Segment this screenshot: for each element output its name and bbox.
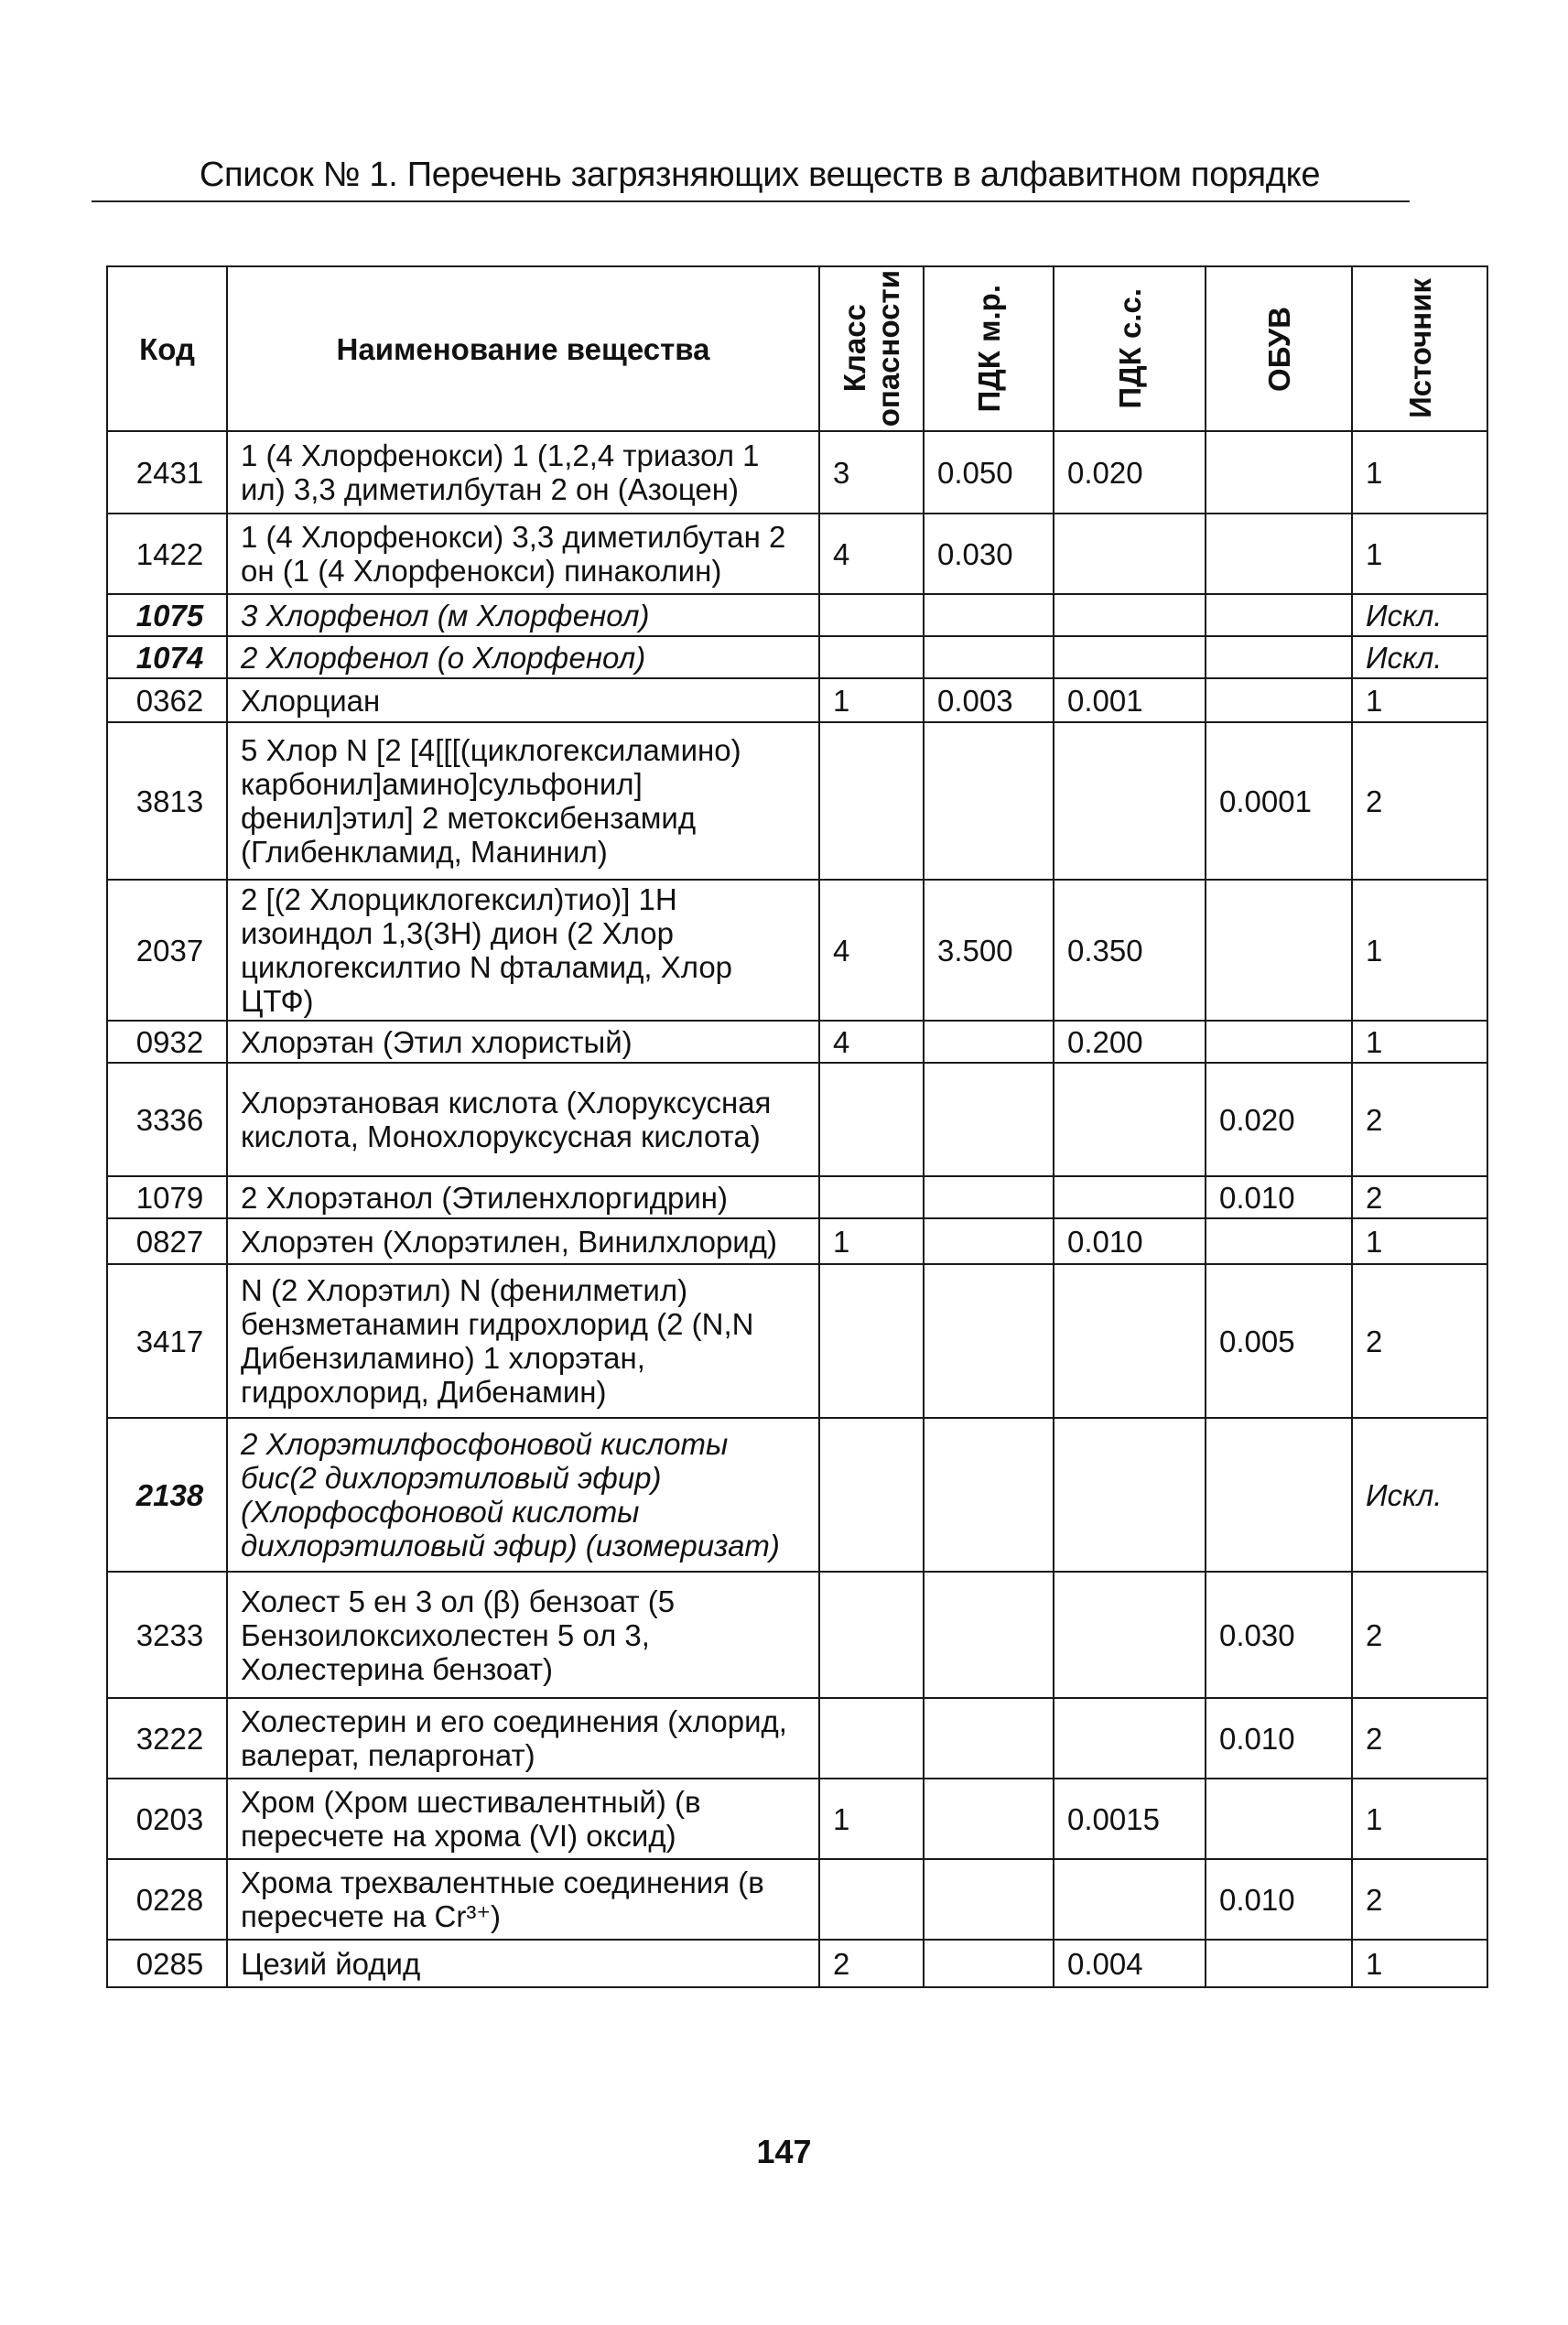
cell-obuv	[1206, 636, 1352, 678]
cell-mpc-max	[924, 1418, 1054, 1572]
cell-mpc-daily: 0.001	[1054, 678, 1206, 722]
table-row	[107, 1176, 1487, 1218]
cell-mpc-daily: 0.010	[1054, 1218, 1206, 1264]
cell-mpc-max	[924, 1021, 1054, 1063]
cell-name: Хлорэтен (Хлорэтилен, Винилхлорид)	[227, 1218, 819, 1264]
header-hazard-class	[819, 266, 924, 431]
cell-code: 0285	[107, 1940, 227, 1987]
cell-mpc-daily: 0.0015	[1054, 1779, 1206, 1859]
cell-code: 3233	[107, 1572, 227, 1698]
cell-hazard-class	[819, 1859, 924, 1940]
table-row	[107, 880, 1487, 1021]
cell-mpc-max	[924, 594, 1054, 636]
cell-name: 5 Хлор N [2 [4[[[(циклогексиламино) карбонил]амино]сульфонил] фенил]этил] 2 метоксибензамид (Глибенкламид, Манинил)	[227, 722, 819, 880]
cell-mpc-daily	[1054, 1859, 1206, 1940]
cell-hazard-class	[819, 1572, 924, 1698]
table-row	[107, 722, 1487, 880]
page-number: 147	[756, 2133, 812, 2170]
cell-code: 3222	[107, 1698, 227, 1779]
header-mpc-daily	[1054, 266, 1206, 431]
cell-hazard-class	[819, 1264, 924, 1418]
cell-mpc-max	[924, 722, 1054, 880]
cell-obuv	[1206, 678, 1352, 722]
cell-source: 2	[1352, 1264, 1487, 1418]
cell-obuv: 0.010	[1206, 1698, 1352, 1779]
cell-hazard-class: 4	[819, 880, 924, 1021]
table-row	[107, 514, 1487, 594]
cell-name: Хрома трехвалентные соединения (в пересчете на Cr³⁺)	[227, 1859, 819, 1940]
cell-source: Искл.	[1352, 594, 1487, 636]
cell-hazard-class	[819, 1418, 924, 1572]
cell-mpc-daily: 0.020	[1054, 431, 1206, 514]
cell-mpc-daily	[1054, 1063, 1206, 1176]
cell-name: Цезий йодид	[227, 1940, 819, 1987]
cell-mpc-daily	[1054, 636, 1206, 678]
cell-name: 1 (4 Хлорфенокси) 1 (1,2,4 триазол 1 ил) 3,3 диметилбутан 2 он (Азоцен)	[227, 431, 819, 514]
cell-code: 0228	[107, 1859, 227, 1940]
cell-source: Искл.	[1352, 1418, 1487, 1572]
cell-hazard-class: 1	[819, 1218, 924, 1264]
cell-code: 2037	[107, 880, 227, 1021]
cell-code: 1075	[107, 594, 227, 636]
cell-mpc-max: 0.030	[924, 514, 1054, 594]
cell-code: 1079	[107, 1176, 227, 1218]
cell-obuv	[1206, 880, 1352, 1021]
table-row	[107, 636, 1487, 678]
table-row	[107, 678, 1487, 722]
cell-source: 1	[1352, 1218, 1487, 1264]
cell-hazard-class	[819, 1176, 924, 1218]
cell-mpc-max	[924, 1698, 1054, 1779]
cell-source: 1	[1352, 880, 1487, 1021]
cell-mpc-max	[924, 1218, 1054, 1264]
cell-obuv	[1206, 431, 1352, 514]
cell-hazard-class: 4	[819, 1021, 924, 1063]
cell-name: 1 (4 Хлорфенокси) 3,3 диметилбутан 2 он (1 (4 Хлорфенокси) пинаколин)	[227, 514, 819, 594]
cell-obuv	[1206, 1418, 1352, 1572]
header-obuv	[1206, 266, 1352, 431]
cell-obuv	[1206, 594, 1352, 636]
cell-source: 1	[1352, 678, 1487, 722]
cell-code: 3336	[107, 1063, 227, 1176]
cell-mpc-daily	[1054, 722, 1206, 880]
cell-obuv	[1206, 1218, 1352, 1264]
header-mpc-daily-label: ПДК с.с.	[1112, 288, 1147, 409]
cell-mpc-daily	[1054, 514, 1206, 594]
table-header-row	[107, 266, 1487, 431]
cell-code: 0827	[107, 1218, 227, 1264]
cell-hazard-class: 1	[819, 1779, 924, 1859]
cell-source: 2	[1352, 1063, 1487, 1176]
page-title: Список № 1. Перечень загрязняющих веществ в алфавитном порядке	[199, 156, 1321, 194]
cell-obuv: 0.005	[1206, 1264, 1352, 1418]
cell-mpc-max	[924, 1859, 1054, 1940]
cell-obuv: 0.030	[1206, 1572, 1352, 1698]
cell-mpc-max	[924, 1063, 1054, 1176]
cell-obuv	[1206, 1940, 1352, 1987]
cell-name: Холест 5 ен 3 ол (β) бензоат (5 Бензоилоксихолестен 5 ол 3, Холестерина бензоат)	[227, 1572, 819, 1698]
header-obuv-label: ОБУВ	[1261, 306, 1296, 392]
cell-mpc-max	[924, 1572, 1054, 1698]
table-row	[107, 431, 1487, 514]
cell-name: Хлорэтан (Этил хлористый)	[227, 1021, 819, 1063]
cell-source: 2	[1352, 1572, 1487, 1698]
cell-source: 2	[1352, 1176, 1487, 1218]
header-source	[1352, 266, 1487, 431]
cell-mpc-max	[924, 1779, 1054, 1859]
header-name: Наименование вещества	[227, 266, 819, 431]
cell-name: 2 Хлорэтилфосфоновой кислоты бис(2 дихлорэтиловый эфир) (Хлорфосфоновой кислоты дихлорэтиловый эфир) (изомеризат)	[227, 1418, 819, 1572]
table-row	[107, 1063, 1487, 1176]
cell-hazard-class	[819, 722, 924, 880]
cell-mpc-max: 3.500	[924, 880, 1054, 1021]
header-source-label: Источник	[1402, 278, 1437, 419]
cell-code: 0203	[107, 1779, 227, 1859]
cell-mpc-max	[924, 1940, 1054, 1987]
cell-name: 2 [(2 Хлорциклогексил)тио)] 1H изоиндол 1,3(3H) дион (2 Хлор циклогексилтио N фталамид, Хлор ЦТФ)	[227, 880, 819, 1021]
table-body	[107, 431, 1487, 1987]
cell-code: 2138	[107, 1418, 227, 1572]
cell-mpc-daily	[1054, 1572, 1206, 1698]
cell-code: 1074	[107, 636, 227, 678]
cell-code: 3813	[107, 722, 227, 880]
cell-mpc-daily	[1054, 1698, 1206, 1779]
pollutants-table	[106, 265, 1488, 1988]
cell-source: 2	[1352, 1859, 1487, 1940]
cell-source: 1	[1352, 514, 1487, 594]
table-row	[107, 1021, 1487, 1063]
cell-mpc-daily	[1054, 1176, 1206, 1218]
cell-source: 2	[1352, 1698, 1487, 1779]
table-row	[107, 1264, 1487, 1418]
cell-hazard-class	[819, 636, 924, 678]
cell-hazard-class	[819, 1698, 924, 1779]
cell-obuv	[1206, 1021, 1352, 1063]
cell-name: Хлорциан	[227, 678, 819, 722]
header-hazard-class-label: Класс опасности	[838, 270, 905, 427]
table-row	[107, 1418, 1487, 1572]
cell-code: 3417	[107, 1264, 227, 1418]
cell-source: 1	[1352, 431, 1487, 514]
table-row	[107, 1859, 1487, 1940]
cell-hazard-class	[819, 1063, 924, 1176]
table-row	[107, 594, 1487, 636]
header-mpc-max-label: ПДК м.р.	[971, 285, 1006, 413]
cell-source: 1	[1352, 1940, 1487, 1987]
cell-source: 2	[1352, 722, 1487, 880]
header-code: Код	[107, 266, 227, 431]
cell-mpc-daily	[1054, 1418, 1206, 1572]
cell-code: 1422	[107, 514, 227, 594]
cell-obuv: 0.010	[1206, 1176, 1352, 1218]
cell-name: N (2 Хлорэтил) N (фенилметил) бензметанамин гидрохлорид (2 (N,N Дибензиламино) 1 хлорэтан, гидрохлорид, Дибенамин)	[227, 1264, 819, 1418]
cell-hazard-class: 4	[819, 514, 924, 594]
cell-source: Искл.	[1352, 636, 1487, 678]
header-mpc-max	[924, 266, 1054, 431]
cell-mpc-daily	[1054, 1264, 1206, 1418]
cell-hazard-class: 2	[819, 1940, 924, 1987]
cell-mpc-max: 0.003	[924, 678, 1054, 722]
cell-obuv	[1206, 1779, 1352, 1859]
cell-obuv	[1206, 514, 1352, 594]
cell-mpc-daily: 0.350	[1054, 880, 1206, 1021]
cell-mpc-max	[924, 636, 1054, 678]
cell-name: 2 Хлорэтанол (Этиленхлоргидрин)	[227, 1176, 819, 1218]
table-row	[107, 1698, 1487, 1779]
cell-hazard-class: 3	[819, 431, 924, 514]
cell-mpc-daily: 0.004	[1054, 1940, 1206, 1987]
cell-mpc-daily: 0.200	[1054, 1021, 1206, 1063]
cell-name: 3 Хлорфенол (м Хлорфенол)	[227, 594, 819, 636]
cell-obuv: 0.010	[1206, 1859, 1352, 1940]
cell-hazard-class: 1	[819, 678, 924, 722]
title-rule	[92, 200, 1410, 202]
cell-code: 2431	[107, 431, 227, 514]
cell-name: Хлорэтановая кислота (Хлоруксусная кислота, Монохлоруксусная кислота)	[227, 1063, 819, 1176]
cell-source: 1	[1352, 1779, 1487, 1859]
cell-obuv: 0.0001	[1206, 722, 1352, 880]
cell-mpc-daily	[1054, 594, 1206, 636]
cell-mpc-max	[924, 1176, 1054, 1218]
table-row	[107, 1779, 1487, 1859]
cell-code: 0362	[107, 678, 227, 722]
table-row	[107, 1218, 1487, 1264]
table-row	[107, 1940, 1487, 1987]
cell-source: 1	[1352, 1021, 1487, 1063]
cell-name: Холестерин и его соединения (хлорид, валерат, пеларгонат)	[227, 1698, 819, 1779]
table-row	[107, 1572, 1487, 1698]
cell-name: Хром (Хром шестивалентный) (в пересчете на хрома (VI) оксид)	[227, 1779, 819, 1859]
cell-hazard-class	[819, 594, 924, 636]
cell-mpc-max	[924, 1264, 1054, 1418]
cell-code: 0932	[107, 1021, 227, 1063]
cell-obuv: 0.020	[1206, 1063, 1352, 1176]
cell-name: 2 Хлорфенол (о Хлорфенол)	[227, 636, 819, 678]
cell-mpc-max: 0.050	[924, 431, 1054, 514]
